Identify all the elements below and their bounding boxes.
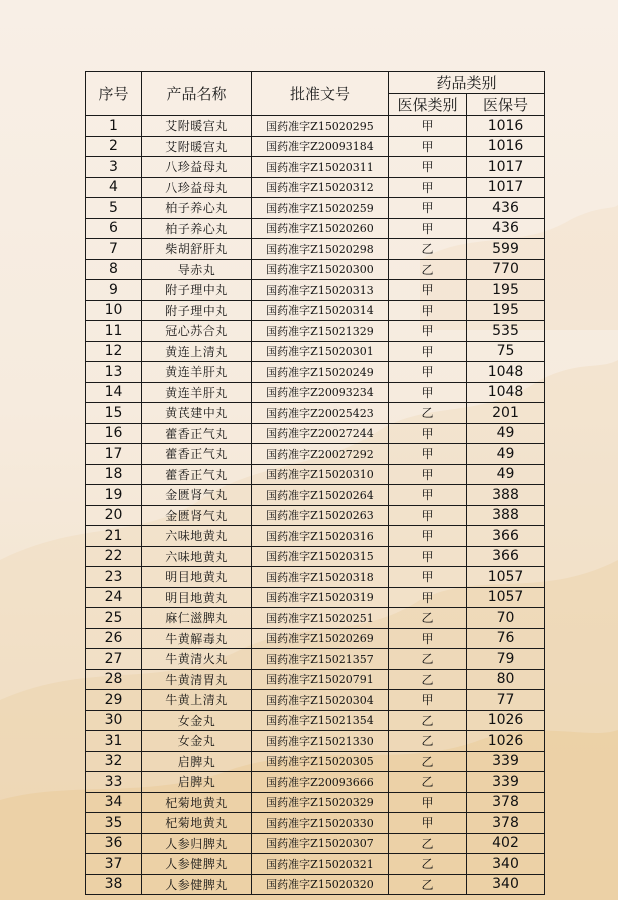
product-name-cell: 人参健脾丸 [142, 874, 252, 895]
row-number: 3 [86, 157, 142, 178]
product-name-cell: 柏子养心丸 [142, 198, 252, 219]
approval-number-cell: 国药准字Z15020307 [252, 833, 389, 854]
product-name-cell: 八珍益母丸 [142, 177, 252, 198]
insurance-number-cell: 195 [467, 280, 545, 301]
table-row [86, 464, 545, 485]
insurance-type-cell: 甲 [389, 485, 467, 506]
approval-number-cell: 国药准字Z15020329 [252, 792, 389, 813]
table-row [86, 874, 545, 895]
approval-number-cell: 国药准字Z15020259 [252, 198, 389, 219]
table-row [86, 239, 545, 260]
product-name-cell: 启脾丸 [142, 751, 252, 772]
table-header [86, 72, 545, 116]
insurance-number-cell: 378 [467, 792, 545, 813]
row-number: 22 [86, 546, 142, 567]
product-name-cell: 杞菊地黄丸 [142, 813, 252, 834]
insurance-type-cell: 乙 [389, 751, 467, 772]
product-name-cell: 附子理中丸 [142, 300, 252, 321]
product-name-cell: 牛黄清火丸 [142, 649, 252, 670]
row-number: 24 [86, 587, 142, 608]
insurance-type-cell: 甲 [389, 382, 467, 403]
insurance-number-cell: 49 [467, 423, 545, 444]
insurance-type-cell: 乙 [389, 669, 467, 690]
table-row [86, 526, 545, 547]
product-name-cell: 杞菊地黄丸 [142, 792, 252, 813]
insurance-type-cell: 乙 [389, 608, 467, 629]
row-number: 28 [86, 669, 142, 690]
insurance-number-cell: 388 [467, 505, 545, 526]
approval-number-cell: 国药准字Z15021330 [252, 731, 389, 752]
insurance-number-cell: 1026 [467, 710, 545, 731]
insurance-number-cell: 340 [467, 874, 545, 895]
table-row [86, 792, 545, 813]
table-row [86, 690, 545, 711]
insurance-number-cell: 1017 [467, 157, 545, 178]
row-number: 35 [86, 813, 142, 834]
row-number: 33 [86, 772, 142, 793]
table-row [86, 177, 545, 198]
insurance-type-cell: 甲 [389, 321, 467, 342]
insurance-type-cell: 甲 [389, 792, 467, 813]
product-name-cell: 藿香正气丸 [142, 444, 252, 465]
table-row [86, 772, 545, 793]
insurance-type-cell: 乙 [389, 731, 467, 752]
row-number: 31 [86, 731, 142, 752]
table-row [86, 403, 545, 424]
table-row [86, 198, 545, 219]
insurance-type-cell: 甲 [389, 116, 467, 137]
row-number: 11 [86, 321, 142, 342]
approval-number-cell: 国药准字Z20093184 [252, 136, 389, 157]
insurance-type-cell: 甲 [389, 198, 467, 219]
product-name-cell: 麻仁滋脾丸 [142, 608, 252, 629]
insurance-number-cell: 340 [467, 854, 545, 875]
approval-number-cell: 国药准字Z15020321 [252, 854, 389, 875]
product-name-cell: 附子理中丸 [142, 280, 252, 301]
insurance-type-cell: 甲 [389, 136, 467, 157]
approval-number-cell: 国药准字Z15020301 [252, 341, 389, 362]
table-row [86, 751, 545, 772]
product-name-cell: 牛黄清胃丸 [142, 669, 252, 690]
insurance-number-cell: 599 [467, 239, 545, 260]
row-number: 1 [86, 116, 142, 137]
row-number: 23 [86, 567, 142, 588]
approval-number-cell: 国药准字Z15020305 [252, 751, 389, 772]
row-number: 21 [86, 526, 142, 547]
insurance-number-cell: 339 [467, 751, 545, 772]
insurance-number-cell: 1017 [467, 177, 545, 198]
insurance-number-cell: 378 [467, 813, 545, 834]
header-drug-category: 药品类别 [389, 72, 545, 94]
insurance-type-cell: 甲 [389, 157, 467, 178]
approval-number-cell: 国药准字Z15021354 [252, 710, 389, 731]
insurance-type-cell: 甲 [389, 177, 467, 198]
insurance-type-cell: 乙 [389, 649, 467, 670]
product-name-cell: 六味地黄丸 [142, 526, 252, 547]
approval-number-cell: 国药准字Z15020316 [252, 526, 389, 547]
row-number: 19 [86, 485, 142, 506]
insurance-type-cell: 甲 [389, 587, 467, 608]
insurance-number-cell: 1048 [467, 382, 545, 403]
product-name-cell: 六味地黄丸 [142, 546, 252, 567]
row-number: 17 [86, 444, 142, 465]
insurance-type-cell: 甲 [389, 813, 467, 834]
row-number: 6 [86, 218, 142, 239]
insurance-type-cell: 乙 [389, 259, 467, 280]
product-name-cell: 牛黄上清丸 [142, 690, 252, 711]
insurance-type-cell: 甲 [389, 567, 467, 588]
row-number: 5 [86, 198, 142, 219]
insurance-type-cell: 乙 [389, 833, 467, 854]
insurance-number-cell: 49 [467, 444, 545, 465]
product-name-cell: 黄连羊肝丸 [142, 362, 252, 383]
row-number: 10 [86, 300, 142, 321]
row-number: 29 [86, 690, 142, 711]
insurance-type-cell: 甲 [389, 218, 467, 239]
product-name-cell: 牛黄解毒丸 [142, 628, 252, 649]
product-name-cell: 藿香正气丸 [142, 423, 252, 444]
insurance-type-cell: 甲 [389, 341, 467, 362]
insurance-number-cell: 195 [467, 300, 545, 321]
approval-number-cell: 国药准字Z15021357 [252, 649, 389, 670]
approval-number-cell: 国药准字Z15021329 [252, 321, 389, 342]
row-number: 16 [86, 423, 142, 444]
row-number: 12 [86, 341, 142, 362]
insurance-number-cell: 201 [467, 403, 545, 424]
table-row [86, 669, 545, 690]
table-row [86, 218, 545, 239]
insurance-type-cell: 乙 [389, 403, 467, 424]
product-name-cell: 明目地黄丸 [142, 567, 252, 588]
row-number: 27 [86, 649, 142, 670]
row-number: 34 [86, 792, 142, 813]
product-name-cell: 黄连上清丸 [142, 341, 252, 362]
insurance-number-cell: 76 [467, 628, 545, 649]
approval-number-cell: 国药准字Z15020310 [252, 464, 389, 485]
approval-number-cell: 国药准字Z15020314 [252, 300, 389, 321]
insurance-number-cell: 1057 [467, 587, 545, 608]
insurance-number-cell: 1016 [467, 116, 545, 137]
product-name-cell: 女金丸 [142, 710, 252, 731]
insurance-number-cell: 388 [467, 485, 545, 506]
product-name-cell: 艾附暖宫丸 [142, 116, 252, 137]
header-insurance-no: 医保号 [467, 94, 545, 116]
insurance-type-cell: 甲 [389, 526, 467, 547]
insurance-number-cell: 79 [467, 649, 545, 670]
table-row [86, 833, 545, 854]
product-name-cell: 导赤丸 [142, 259, 252, 280]
insurance-number-cell: 1016 [467, 136, 545, 157]
header-seq: 序号 [86, 72, 142, 116]
product-name-cell: 黄连羊肝丸 [142, 382, 252, 403]
approval-number-cell: 国药准字Z15020264 [252, 485, 389, 506]
row-number: 9 [86, 280, 142, 301]
table-row [86, 157, 545, 178]
header-insurance-type: 医保类别 [389, 94, 467, 116]
table-row [86, 362, 545, 383]
product-name-cell: 金匮肾气丸 [142, 485, 252, 506]
insurance-type-cell: 甲 [389, 300, 467, 321]
table-row [86, 587, 545, 608]
table-row [86, 854, 545, 875]
product-name-cell: 女金丸 [142, 731, 252, 752]
approval-number-cell: 国药准字Z15020300 [252, 259, 389, 280]
approval-number-cell: 国药准字Z20093234 [252, 382, 389, 403]
table-row [86, 628, 545, 649]
insurance-number-cell: 49 [467, 464, 545, 485]
product-name-cell: 八珍益母丸 [142, 157, 252, 178]
table-row [86, 259, 545, 280]
approval-number-cell: 国药准字Z20093666 [252, 772, 389, 793]
row-number: 30 [86, 710, 142, 731]
approval-number-cell: 国药准字Z15020249 [252, 362, 389, 383]
row-number: 26 [86, 628, 142, 649]
drug-insurance-table [85, 71, 545, 895]
approval-number-cell: 国药准字Z20027292 [252, 444, 389, 465]
row-number: 18 [86, 464, 142, 485]
insurance-type-cell: 甲 [389, 464, 467, 485]
table-row [86, 731, 545, 752]
table-body [86, 116, 545, 895]
approval-number-cell: 国药准字Z15020260 [252, 218, 389, 239]
table-row [86, 649, 545, 670]
row-number: 7 [86, 239, 142, 260]
row-number: 4 [86, 177, 142, 198]
approval-number-cell: 国药准字Z20025423 [252, 403, 389, 424]
approval-number-cell: 国药准字Z15020269 [252, 628, 389, 649]
row-number: 15 [86, 403, 142, 424]
approval-number-cell: 国药准字Z15020312 [252, 177, 389, 198]
product-name-cell: 柏子养心丸 [142, 218, 252, 239]
approval-number-cell: 国药准字Z15020318 [252, 567, 389, 588]
table-row [86, 546, 545, 567]
insurance-number-cell: 436 [467, 198, 545, 219]
approval-number-cell: 国药准字Z15020304 [252, 690, 389, 711]
insurance-type-cell: 乙 [389, 772, 467, 793]
approval-number-cell: 国药准字Z15020320 [252, 874, 389, 895]
row-number: 2 [86, 136, 142, 157]
approval-number-cell: 国药准字Z15020298 [252, 239, 389, 260]
insurance-number-cell: 402 [467, 833, 545, 854]
table-row [86, 423, 545, 444]
row-number: 37 [86, 854, 142, 875]
table-row [86, 485, 545, 506]
approval-number-cell: 国药准字Z15020311 [252, 157, 389, 178]
table-row [86, 300, 545, 321]
insurance-number-cell: 366 [467, 546, 545, 567]
insurance-number-cell: 339 [467, 772, 545, 793]
product-name-cell: 藿香正气丸 [142, 464, 252, 485]
row-number: 13 [86, 362, 142, 383]
approval-number-cell: 国药准字Z15020319 [252, 587, 389, 608]
approval-number-cell: 国药准字Z20027244 [252, 423, 389, 444]
row-number: 14 [86, 382, 142, 403]
insurance-type-cell: 甲 [389, 690, 467, 711]
table-row [86, 813, 545, 834]
insurance-type-cell: 乙 [389, 874, 467, 895]
insurance-number-cell: 1057 [467, 567, 545, 588]
header-approval-no: 批准文号 [252, 72, 389, 116]
row-number: 38 [86, 874, 142, 895]
approval-number-cell: 国药准字Z15020313 [252, 280, 389, 301]
insurance-type-cell: 甲 [389, 423, 467, 444]
table-row [86, 505, 545, 526]
approval-number-cell: 国药准字Z15020295 [252, 116, 389, 137]
approval-number-cell: 国药准字Z15020315 [252, 546, 389, 567]
table-row [86, 116, 545, 137]
insurance-number-cell: 70 [467, 608, 545, 629]
insurance-type-cell: 甲 [389, 505, 467, 526]
insurance-number-cell: 436 [467, 218, 545, 239]
insurance-number-cell: 1048 [467, 362, 545, 383]
insurance-number-cell: 535 [467, 321, 545, 342]
product-name-cell: 冠心苏合丸 [142, 321, 252, 342]
approval-number-cell: 国药准字Z15020251 [252, 608, 389, 629]
row-number: 8 [86, 259, 142, 280]
table-row [86, 710, 545, 731]
insurance-type-cell: 乙 [389, 710, 467, 731]
table-row [86, 136, 545, 157]
insurance-type-cell: 甲 [389, 444, 467, 465]
insurance-number-cell: 80 [467, 669, 545, 690]
insurance-number-cell: 770 [467, 259, 545, 280]
insurance-type-cell: 乙 [389, 239, 467, 260]
product-name-cell: 柴胡舒肝丸 [142, 239, 252, 260]
product-name-cell: 明目地黄丸 [142, 587, 252, 608]
header-product-name: 产品名称 [142, 72, 252, 116]
insurance-number-cell: 1026 [467, 731, 545, 752]
row-number: 25 [86, 608, 142, 629]
insurance-number-cell: 366 [467, 526, 545, 547]
row-number: 36 [86, 833, 142, 854]
insurance-number-cell: 75 [467, 341, 545, 362]
product-name-cell: 艾附暖宫丸 [142, 136, 252, 157]
insurance-type-cell: 甲 [389, 546, 467, 567]
product-name-cell: 黄芪建中丸 [142, 403, 252, 424]
insurance-type-cell: 乙 [389, 854, 467, 875]
table-row [86, 444, 545, 465]
row-number: 32 [86, 751, 142, 772]
table-row [86, 280, 545, 301]
table-row [86, 608, 545, 629]
product-name-cell: 金匮肾气丸 [142, 505, 252, 526]
table-row [86, 321, 545, 342]
insurance-number-cell: 77 [467, 690, 545, 711]
product-name-cell: 启脾丸 [142, 772, 252, 793]
table-row [86, 567, 545, 588]
insurance-type-cell: 甲 [389, 628, 467, 649]
approval-number-cell: 国药准字Z15020330 [252, 813, 389, 834]
insurance-type-cell: 甲 [389, 280, 467, 301]
product-name-cell: 人参健脾丸 [142, 854, 252, 875]
table-row [86, 382, 545, 403]
approval-number-cell: 国药准字Z15020263 [252, 505, 389, 526]
table-row [86, 341, 545, 362]
row-number: 20 [86, 505, 142, 526]
approval-number-cell: 国药准字Z15020791 [252, 669, 389, 690]
product-name-cell: 人参归脾丸 [142, 833, 252, 854]
insurance-type-cell: 甲 [389, 362, 467, 383]
